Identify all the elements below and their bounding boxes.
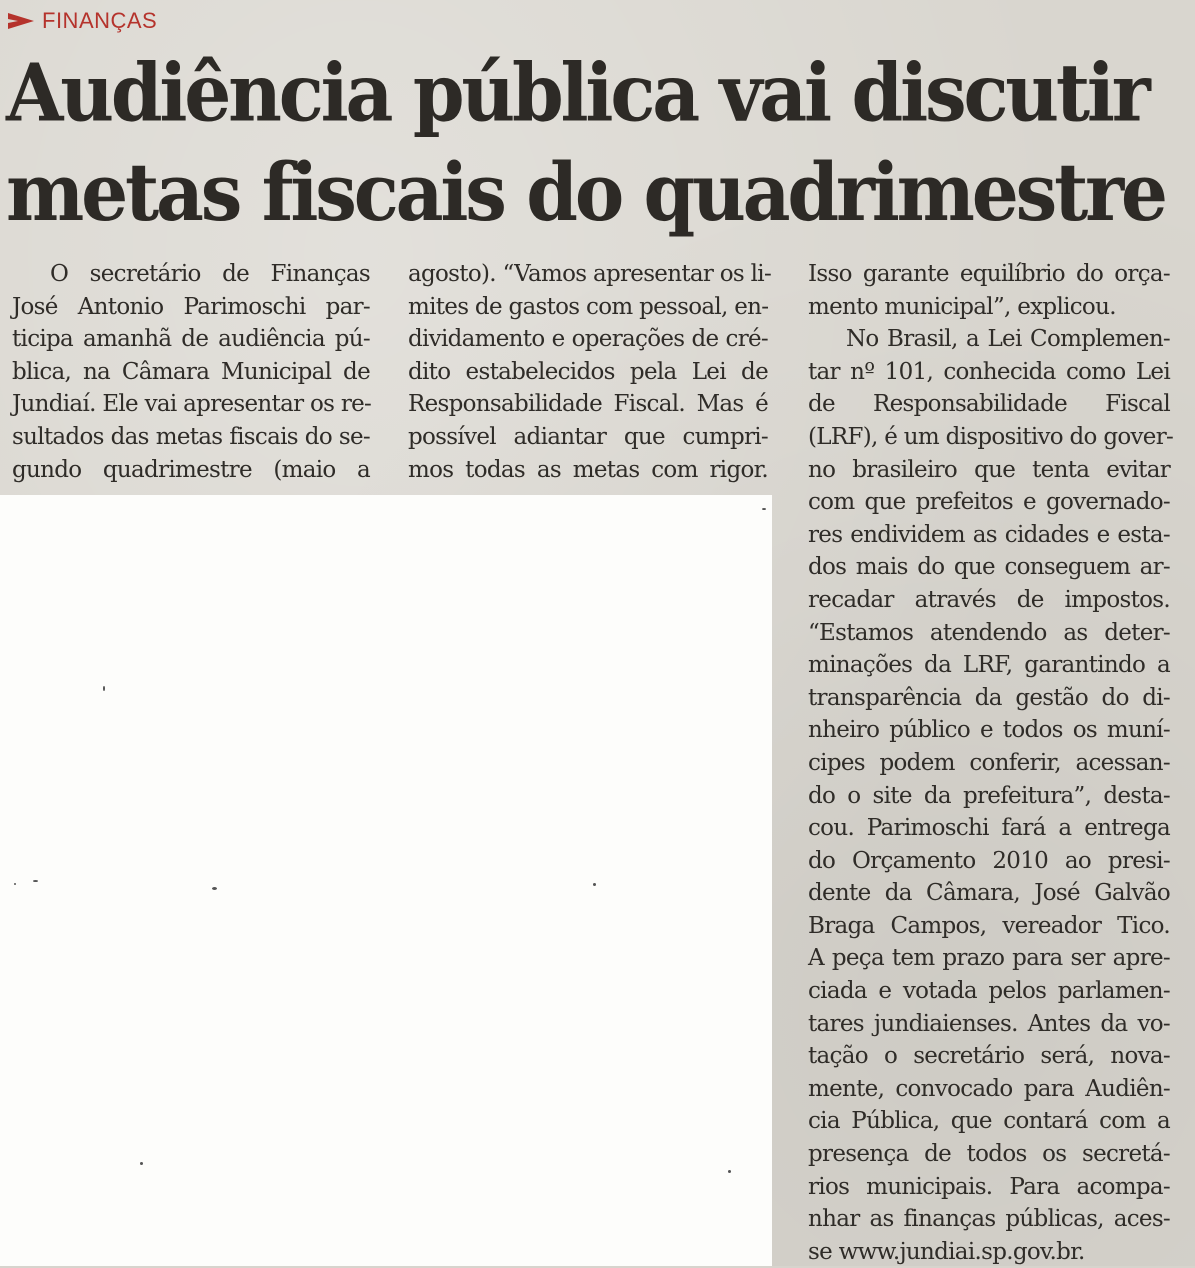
text-line: mento municipal”, explicou.: [808, 293, 1116, 320]
text-line: ticipa amanhã de audiência pú-: [12, 326, 370, 353]
text-line: no brasileiro que tenta evitar: [808, 456, 1170, 483]
scan-speck: [728, 1170, 731, 1173]
text-line: agosto). “Vamos apresentar os li-: [408, 261, 772, 287]
scan-speck: [212, 887, 217, 890]
section-tag: [8, 6, 157, 36]
text-line: Jundiaí. Ele vai apresentar os re-: [12, 391, 372, 418]
text-line: dos mais do que conseguem ar-: [808, 554, 1170, 581]
text-line: minações da LRF, garantindo a: [808, 652, 1170, 679]
text-line: sultados das metas fiscais do se-: [12, 423, 370, 450]
text-line: Braga Campos, vereador Tico.: [808, 912, 1170, 939]
text-line: mites de gastos com pessoal, en-: [408, 293, 769, 320]
scan-speck: [762, 508, 766, 510]
text-line: cou. Parimoschi fará a entrega: [808, 815, 1170, 842]
headline-line-2: metas fiscais do quadrimestre: [6, 146, 1165, 240]
text-line: recadar através de impostos.: [808, 586, 1170, 613]
headline: [6, 44, 1191, 243]
headline-line-1: Audiência pública vai discutir: [6, 47, 1148, 141]
text-line: do Orçamento 2010 ao presi-: [808, 847, 1170, 874]
text-line: tares jundiaienses. Antes da vo-: [808, 1010, 1170, 1037]
text-line: tar nº 101, conhecida como Lei: [808, 358, 1170, 385]
text-line: com que prefeitos e governado-: [808, 489, 1170, 516]
text-line: dente da Câmara, José Galvão: [808, 880, 1170, 907]
text-line: nhar as finanças públicas, aces-: [808, 1206, 1170, 1233]
text-line: rios municipais. Para acompa-: [808, 1173, 1170, 1200]
text-line: “Estamos atendendo as deter-: [808, 619, 1170, 646]
text-line: José Antonio Parimoschi par-: [12, 293, 370, 320]
text-line: Isso garante equilíbrio do orça-: [808, 261, 1170, 287]
scan-speck: [14, 883, 16, 885]
text-line: dividamento e operações de cré-: [408, 326, 768, 353]
text-line: se www.jundiai.sp.gov.br.: [808, 1238, 1085, 1265]
arrow-right-icon: [8, 13, 34, 29]
scan-speck: [33, 880, 38, 882]
text-line: do o site da prefeitura”, desta-: [808, 782, 1170, 809]
text-line: cia Pública, que contará com a: [808, 1108, 1170, 1135]
text-line: gundo quadrimestre (maio a: [12, 456, 370, 483]
section-label: FINANÇAS: [42, 8, 158, 33]
text-line: res endividem as cidades e esta-: [808, 521, 1170, 548]
text-line: nheiro público e todos os muní-: [808, 717, 1170, 744]
text-line: mente, convocado para Audiên-: [808, 1075, 1170, 1102]
text-line: No Brasil, a Lei Complemen-: [846, 326, 1170, 353]
article-column-1: [12, 258, 370, 486]
text-line: transparência da gestão do di-: [808, 684, 1170, 711]
text-line: blica, na Câmara Municipal de: [12, 358, 370, 385]
text-line: A peça tem prazo para ser apre-: [808, 945, 1170, 972]
text-line: O secretário de Finanças: [50, 261, 370, 287]
scan-speck: [593, 883, 596, 886]
blank-area: [0, 495, 772, 1266]
text-line: presença de todos os secretá-: [808, 1141, 1170, 1168]
text-line: dito estabelecidos pela Lei de: [408, 358, 768, 385]
scan-speck: [140, 1162, 143, 1165]
text-line: mos todas as metas com rigor.: [408, 456, 768, 483]
scan-speck: [103, 686, 105, 691]
text-line: cipes podem conferir, acessan-: [808, 749, 1170, 776]
text-line: possível adiantar que cumpri-: [408, 423, 768, 450]
text-line: de Responsabilidade Fiscal: [808, 391, 1170, 418]
text-line: tação o secretário será, nova-: [808, 1043, 1170, 1070]
article-column-3: [808, 258, 1174, 1268]
text-line: (LRF), é um dispositivo do gover-: [808, 423, 1174, 450]
text-line: Responsabilidade Fiscal. Mas é: [408, 391, 768, 418]
article-column-2: [408, 258, 772, 486]
text-line: ciada e votada pelos parlamen-: [808, 978, 1170, 1005]
